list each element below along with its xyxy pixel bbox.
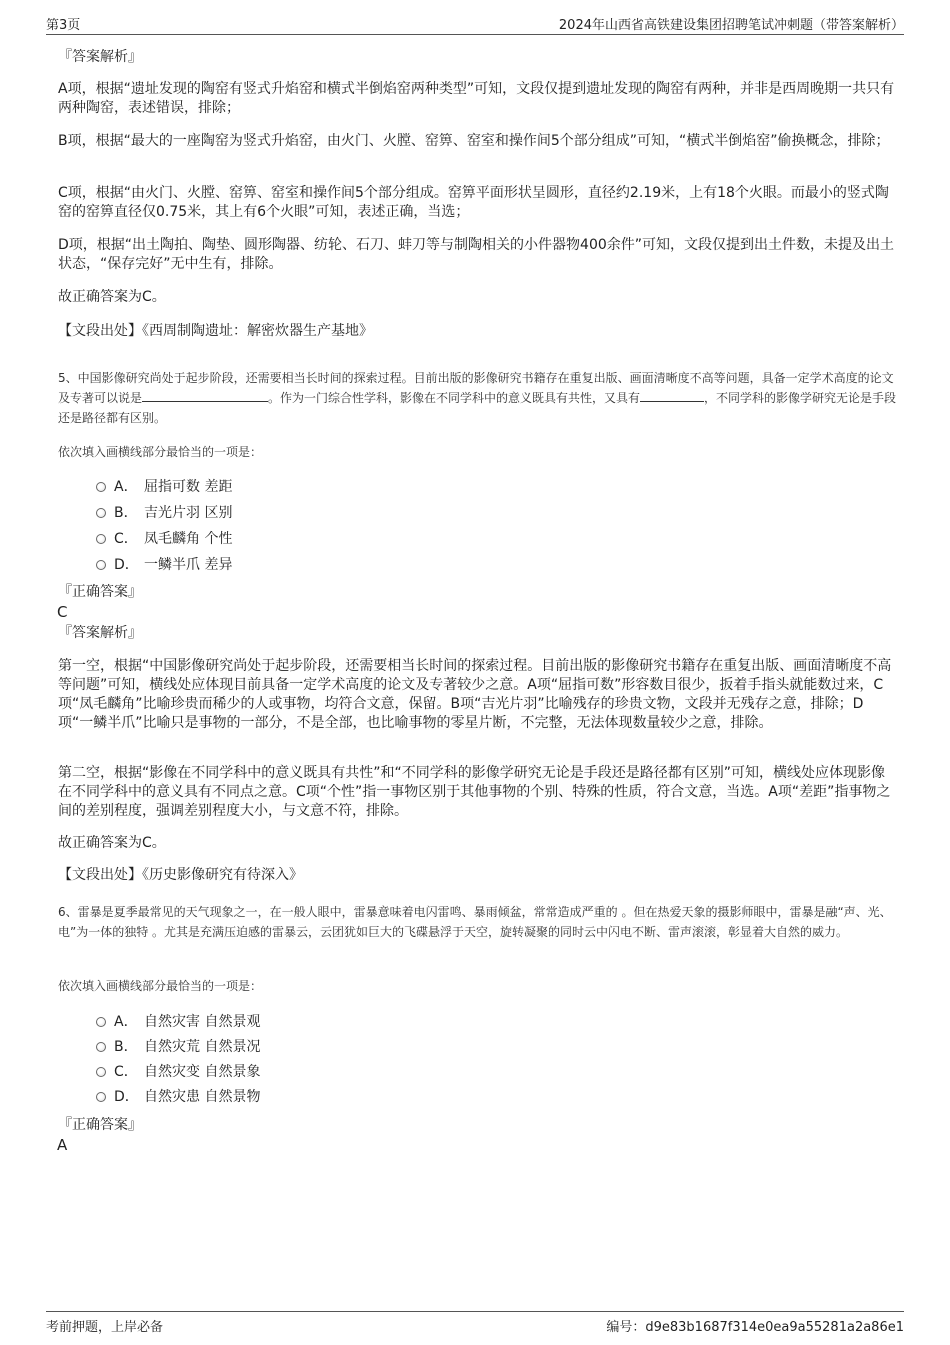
analysis-paragraph: 第二空，根据“影像在不同学科中的意义既具有共性”和“不同学科的影像学研究无论是手段还是路径都有区别”可知，横线处应体现影像在不同学科中的意义具有不同点之意。C项“个性”指一事物区别于其他事物的个别、特殊的性质，符合文意，当选。A项“差距”指事物之间的差别程度，强调差别程度大小，与文意不符，排除。 bbox=[58, 765, 891, 819]
radio-icon[interactable] bbox=[96, 1067, 106, 1077]
answer-blank bbox=[640, 389, 704, 402]
option-letter: B． bbox=[114, 505, 138, 521]
radio-icon[interactable] bbox=[96, 508, 106, 518]
footer-slogan: 考前押题，上岸必备 bbox=[46, 1320, 164, 1335]
analysis-paragraph: B项，根据“最大的一座陶窑为竖式升焰窑，由火门、火膛、窑箅、窑室和操作间5个部分组成”可知，“横式半倒焰窑”偷换概念，排除； bbox=[58, 133, 890, 149]
radio-icon[interactable] bbox=[96, 1092, 106, 1102]
answer-blank bbox=[142, 389, 268, 402]
option-text: 自然灾害 自然景观 bbox=[144, 1014, 261, 1030]
option-text: 一鳞半爪 差异 bbox=[144, 557, 233, 573]
question-prompt: 依次填入画横线部分最恰当的一项是： bbox=[58, 445, 263, 459]
option-letter: B． bbox=[114, 1039, 138, 1055]
analysis-paragraph: C项，根据“由火门、火膛、窑箅、窑室和操作间5个部分组成。窑箅平面形状呈圆形，直径约2.19米，上有18个火眼。而最小的竖式陶窑的窑箅直径仅0.75米，其上有6个火眼”可知，表述正确，当选； bbox=[58, 185, 889, 220]
option-text: 屈指可数 差距 bbox=[144, 479, 233, 495]
option-letter: C． bbox=[114, 531, 138, 547]
analysis-label: 『答案解析』 bbox=[58, 625, 142, 641]
radio-icon[interactable] bbox=[96, 482, 106, 492]
question-6-stem: 6、雷暴是夏季最常见的天气现象之一，在一般人眼中，雷暴意味着电闪雷鸣、暴雨倾盆，常常造成严重的 。但在热爱天象的摄影师眼中，雷暴是融“声、光、电”为一体的独特 。尤其是充满压迫感的雷暴云，云团犹如巨大的飞碟悬浮于天空，旋转凝聚的同时云中闪电不断、雷声滚滚，彰显着大自然的威力。 bbox=[58, 905, 892, 939]
option-letter: D． bbox=[114, 557, 139, 573]
correct-answer-label: 『正确答案』 bbox=[58, 1117, 142, 1133]
question-5-stem: 5、中国影像研究尚处于起步阶段，还需要相当长时间的探索过程。目前出版的影像研究书籍存在重复出版、画面清晰度不高等问题，具备一定学术高度的论文及专著可以说是 。作为一门综合性学科，影像在不同学科中的意义既具有共性，又具有 ，不同学科的影像学研究无论是手段还是路径都有区别。 bbox=[58, 371, 897, 425]
radio-icon[interactable] bbox=[96, 560, 106, 570]
source-citation: 【文段出处】《西周制陶遗址：解密炊器生产基地》 bbox=[58, 323, 373, 339]
correct-answer: A bbox=[57, 1136, 68, 1154]
correct-answer: C bbox=[57, 603, 68, 621]
radio-icon[interactable] bbox=[96, 1017, 106, 1027]
analysis-paragraph: 第一空，根据“中国影像研究尚处于起步阶段，还需要相当长时间的探索过程。目前出版的影像研究书籍存在重复出版、画面清晰度不高等问题”可知，横线处应体现目前具备一定学术高度的论文及专著较少之意。A项“屈指可数”形容数目很少，扳着手指头就能数过来，C项“凤毛麟角”比喻珍贵而稀少的人或事物，均符合文意，保留。B项“吉光片羽”比喻残存的珍贵文物，文段并无残存之意，排除；D项“一鳞半爪”比喻只是事物的一部分，不是全部，也比喻事物的零星片断，不完整，无法体现数量较少之意，排除。 bbox=[58, 658, 892, 731]
option-text: 自然灾变 自然景象 bbox=[144, 1064, 261, 1080]
page-number: 第3页 bbox=[46, 18, 81, 33]
option-letter: C． bbox=[114, 1064, 138, 1080]
option-letter: A． bbox=[114, 479, 138, 495]
option-text: 凤毛麟角 个性 bbox=[144, 531, 233, 547]
radio-icon[interactable] bbox=[96, 1042, 106, 1052]
question-prompt: 依次填入画横线部分最恰当的一项是： bbox=[58, 979, 263, 993]
analysis-paragraph: D项，根据“出土陶拍、陶垫、圆形陶器、纺轮、石刀、蚌刀等与制陶相关的小件器物400余件”可知，文段仅提到出土件数，未提及出土状态，“保存完好”无中生有，排除。 bbox=[58, 237, 895, 272]
correct-answer-label: 『正确答案』 bbox=[58, 584, 142, 600]
conclusion-text: 故正确答案为C。 bbox=[58, 289, 166, 305]
option-text: 自然灾患 自然景物 bbox=[144, 1089, 261, 1105]
document-id: 编号：d9e83b1687f314e0ea9a55281a2a86e1 bbox=[606, 1320, 904, 1335]
option-text: 自然灾荒 自然景况 bbox=[144, 1039, 261, 1055]
radio-icon[interactable] bbox=[96, 534, 106, 544]
page-footer bbox=[46, 1311, 904, 1336]
page-header bbox=[46, 14, 904, 35]
analysis-label: 『答案解析』 bbox=[58, 49, 142, 65]
option-text: 吉光片羽 区别 bbox=[144, 505, 233, 521]
option-letter: A． bbox=[114, 1014, 138, 1030]
option-letter: D． bbox=[114, 1089, 139, 1105]
document-title: 2024年山西省高铁建设集团招聘笔试冲刺题（带答案解析） bbox=[558, 18, 904, 33]
source-citation: 【文段出处】《历史影像研究有待深入》 bbox=[58, 867, 303, 883]
analysis-paragraph: A项，根据“遗址发现的陶窑有竖式升焰窑和横式半倒焰窑两种类型”可知，文段仅提到遗址发现的陶窑有两种，并非是西周晚期一共只有两种陶窑，表述错误，排除； bbox=[58, 81, 895, 116]
conclusion-text: 故正确答案为C。 bbox=[58, 835, 166, 851]
